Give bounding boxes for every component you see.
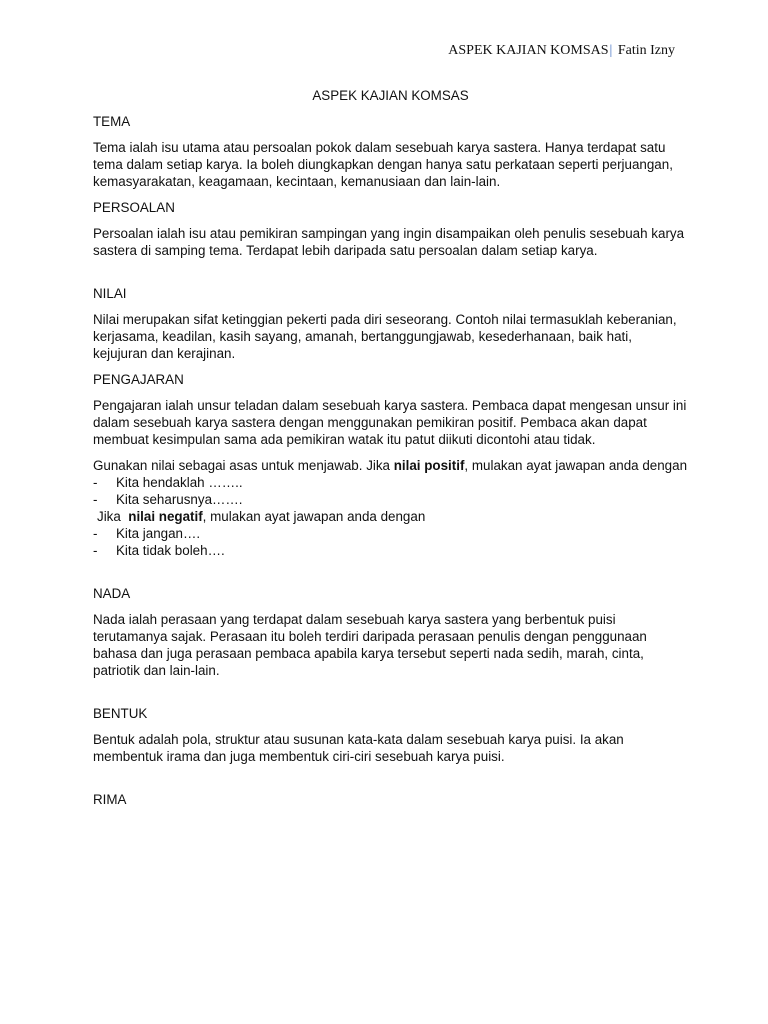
heading-nada: NADA [93, 586, 131, 601]
header-author: Fatin Izny [617, 43, 675, 58]
list-item: - Kita hendaklah …….. [93, 474, 688, 491]
paragraph-persoalan: Persoalan ialah isu atau pemikiran sampingan yang ingin disampaikan oleh penulis sesebuah karya sastera di samping tema. Terdapat lebih daripada satu persoalan dalam setiap karya. [93, 226, 685, 258]
paragraph-nada: Nada ialah perasaan yang terdapat dalam sesebuah karya sastera yang berbentuk puisi terutamanya sajak. Perasaan itu boleh terdiri daripada perasaan penulis dengan penggunaan bahasa dan juga perasaan pembaca apabila karya tersebut seperti nada sedih, marah, cinta, patriotik dan lain-lain. [93, 612, 647, 678]
guide-positive: Gunakan nilai sebagai asas untuk menjawab. Jika nilai positif, mulakan ayat jawapan anda dengan [93, 458, 688, 473]
heading-tema: TEMA [93, 114, 131, 129]
nilai-positif-label: nilai positif [393, 458, 465, 473]
nilai-negatif-label: nilai negatif [128, 509, 203, 524]
spacer [93, 774, 688, 791]
paragraph-pengajaran: Pengajaran ialah unsur teladan dalam sesebuah karya sastera. Pembaca dapat mengesan unsur ini dalam sesebuah karya sastera dengan menggunakan pemikiran positif. Pembaca akan dapat membuat kesimpulan sama ada pemikiran watak itu patut diikuti dicontohi atau tidak. [93, 398, 687, 447]
heading-bentuk: BENTUK [93, 706, 148, 721]
spacer [93, 559, 688, 585]
list-item: - Kita jangan…. [93, 525, 688, 542]
spacer [93, 268, 688, 285]
paragraph-bentuk: Bentuk adalah pola, struktur atau susunan kata-kata dalam sesebuah karya puisi. Ia akan membentuk irama dan juga membentuk ciri-ciri sesebuah karya puisi. [93, 732, 624, 764]
paragraph-nilai: Nilai merupakan sifat ketinggian pekerti pada diri seseorang. Contoh nilai termasuklah keberanian, kerjasama, keadilan, kasih sayang, amanah, bertanggungjawab, kesederhanaan, baik hati, kejujuran dan kerajinan. [93, 312, 677, 361]
negative-list [93, 525, 688, 559]
heading-nilai: NILAI [93, 286, 127, 301]
positive-list [93, 474, 688, 508]
spacer [93, 688, 688, 705]
paragraph-tema: Tema ialah isu utama atau persoalan pokok dalam sesebuah karya sastera. Hanya terdapat satu tema dalam setiap karya. Ia boleh diungkapkan dengan hanya satu perkataan seperti perjuangan, kemasyarakatan, keagamaan, kecintaan, kemanusiaan dan lain-lain. [93, 140, 673, 189]
list-item: - Kita tidak boleh…. [93, 542, 688, 559]
list-item: - Kita seharusnya……. [93, 491, 688, 508]
heading-rima: RIMA [93, 792, 127, 807]
running-header [448, 42, 675, 59]
heading-pengajaran: PENGAJARAN [93, 372, 184, 387]
header-separator: | [609, 43, 613, 58]
document-title: ASPEK KAJIAN KOMSAS [312, 88, 469, 103]
heading-persoalan: PERSOALAN [93, 200, 175, 215]
header-title: ASPEK KAJIAN KOMSAS [448, 43, 609, 58]
guide-negative: Jika nilai negatif, mulakan ayat jawapan anda dengan [97, 509, 426, 524]
document-page [93, 87, 688, 817]
